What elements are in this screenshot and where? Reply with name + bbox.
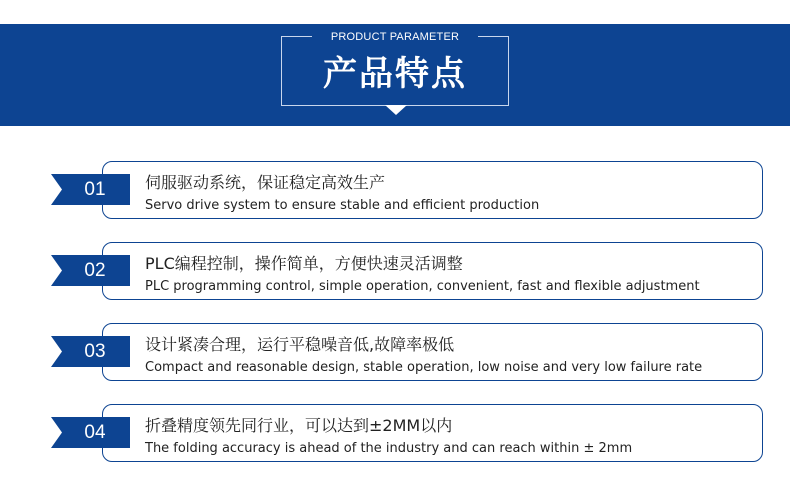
feature-title-cn: 设计紧凑合理，运行平稳噪音低,故障率极低 bbox=[145, 335, 455, 354]
feature-number: 03 bbox=[84, 341, 106, 362]
feature-subtitle-en: Compact and reasonable design, stable operation, low noise and very low failure rate bbox=[145, 360, 703, 375]
feature-ribbon-4 bbox=[51, 417, 130, 448]
feature-title-cn: 伺服驱动系统，保证稳定高效生产 bbox=[145, 173, 386, 192]
feature-subtitle-en: Servo drive system to ensure stable and efficient production bbox=[145, 198, 540, 213]
feature-number: 02 bbox=[84, 260, 106, 281]
header-subtitle: PRODUCT PARAMETER bbox=[312, 27, 478, 47]
feature-title-cn: 折叠精度领先同行业，可以达到±2MM以内 bbox=[145, 416, 453, 435]
feature-subtitle-en: The folding accuracy is ahead of the industry and can reach within ± 2mm bbox=[145, 441, 633, 456]
feature-number: 01 bbox=[84, 179, 106, 200]
feature-subtitle-en: PLC programming control, simple operation, convenient, fast and flexible adjustment bbox=[145, 279, 700, 294]
header-title: 产品特点 bbox=[323, 54, 467, 94]
feature-number: 04 bbox=[84, 422, 106, 443]
feature-ribbon-3 bbox=[51, 336, 130, 367]
feature-title-cn: PLC编程控制，操作简单，方便快速灵活调整 bbox=[145, 254, 463, 273]
feature-ribbon-2 bbox=[51, 255, 130, 286]
down-arrow-icon bbox=[385, 105, 407, 115]
feature-ribbon-1 bbox=[51, 174, 130, 205]
